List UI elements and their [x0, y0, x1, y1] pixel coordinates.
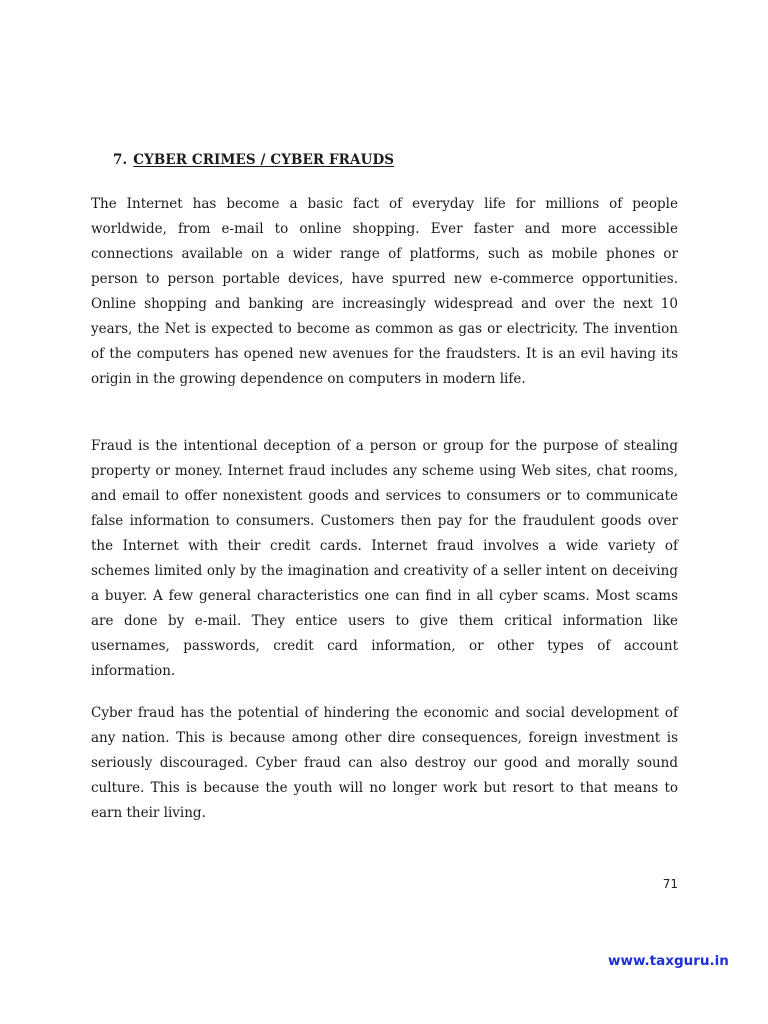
paragraph-cyber-fraud-impact: Cyber fraud has the potential of hindering the economic and social development of any nation. This is because among other dire consequences, foreign investment is seriously discouraged. Cyber fraud can also destroy our good and morally sound culture. This is because the youth will no longer work but resort to that means to earn their living. — [91, 705, 678, 821]
section-number: 7. — [113, 152, 128, 168]
paragraph-internet-intro: The Internet has become a basic fact of everyday life for millions of people worldwide, from e-mail to online shopping. Ever faster and more accessible connections available on a wider range of platforms, such as mobile phones or person to person portable devices, have spurred new e-commerce opportunities. Online shopping and banking are increasingly widespread and over the next 10 years, the Net is expected to become as common as gas or electricity. The invention of the computers has opened new avenues for the fraudsters. It is an evil having its origin in the growing dependence on computers in modern life. — [91, 196, 678, 387]
website-link[interactable]: www.taxguru.in — [608, 953, 729, 969]
section-title: CYBER CRIMES / CYBER FRAUDS — [133, 152, 395, 168]
page-number: 71 — [662, 877, 678, 891]
paragraph-fraud-definition: Fraud is the intentional deception of a person or group for the purpose of stealing property or money. Internet fraud includes any scheme using Web sites, chat rooms, and email to offer nonexistent goods and services to consumers or to communicate false information to consumers. Customers then pay for the fraudulent goods over the Internet with their credit cards. Internet fraud involves a wide variety of schemes limited only by the imagination and creativity of a seller intent on deceiving a buyer. A few general characteristics one can find in all cyber scams. Most scams are done by e-mail. They entice users to give them critical information like usernames, passwords, credit card information, or other types of account information. — [91, 438, 678, 679]
section-heading — [113, 152, 394, 168]
